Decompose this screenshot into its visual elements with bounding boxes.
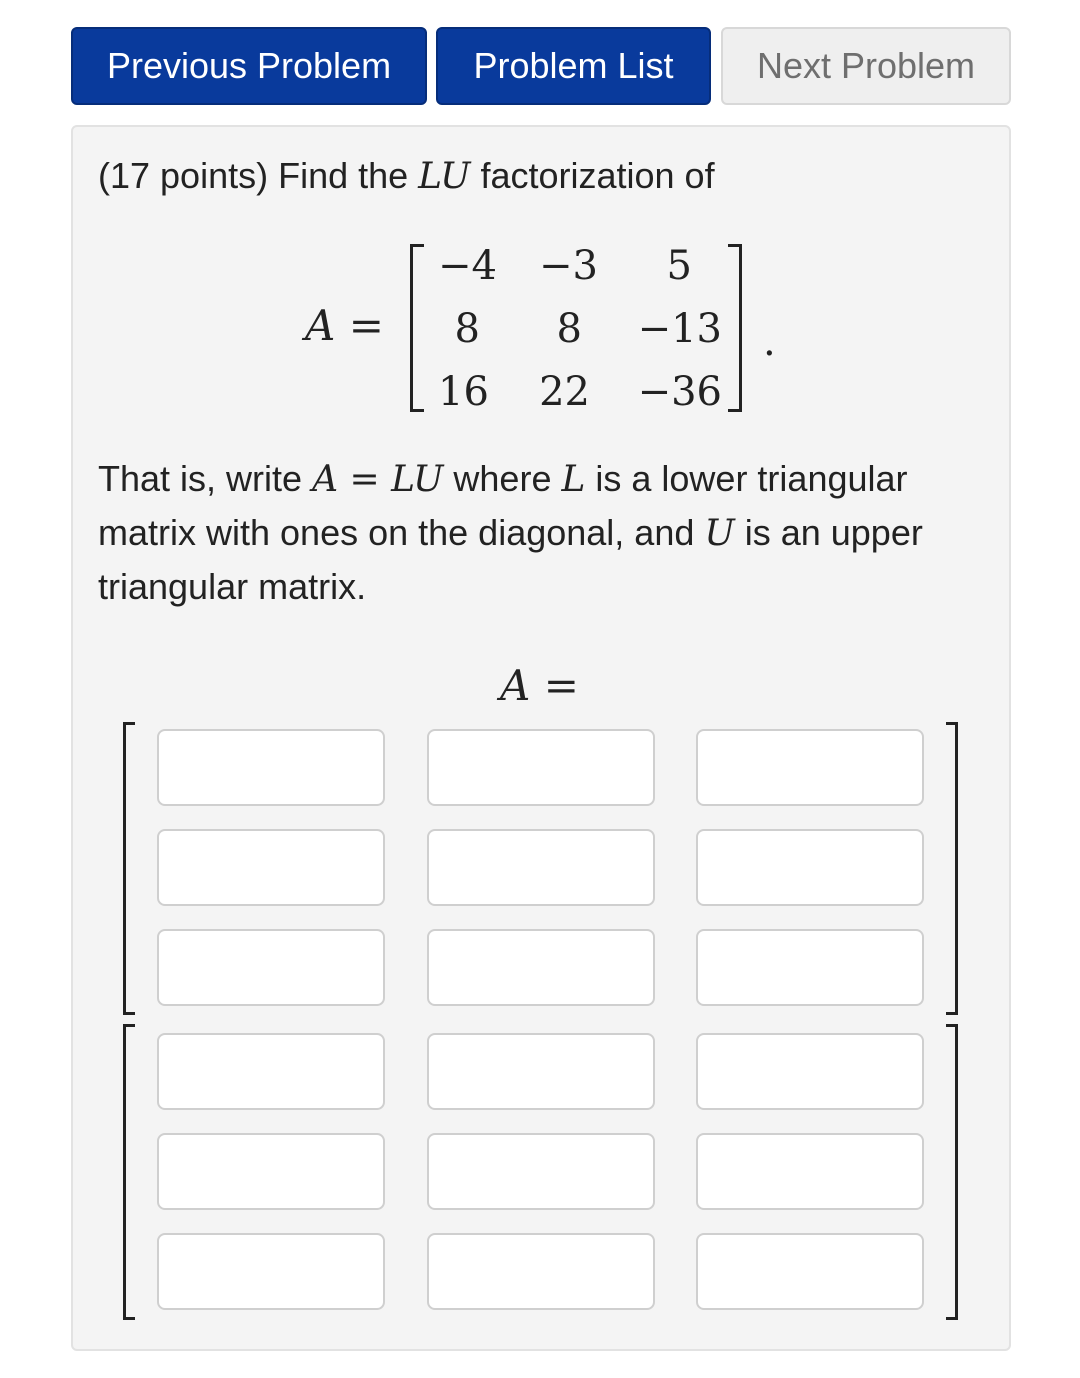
l-matrix-input-r3c1[interactable]: [157, 929, 385, 1006]
answer-label: [500, 660, 579, 712]
problem-list-button[interactable]: Problem List: [436, 27, 711, 105]
l-matrix-input-r1c2[interactable]: [427, 729, 655, 806]
desc-equals: =: [338, 459, 392, 500]
u-matrix-input-r1c1[interactable]: [157, 1033, 385, 1110]
problem-description: [98, 452, 978, 613]
desc-part-1: That is, write: [98, 458, 313, 499]
matrix-cell-r2c3: −13: [637, 306, 722, 352]
u-matrix-input-r3c2[interactable]: [427, 1233, 655, 1310]
u-matrix-input-r3c3[interactable]: [696, 1233, 924, 1310]
u-matrix-input-r2c1[interactable]: [157, 1133, 385, 1210]
intro-prefix: (17 points) Find the: [98, 155, 419, 196]
matrix-cell-r2c2: 8: [556, 306, 582, 352]
previous-problem-button[interactable]: Previous Problem: [71, 27, 427, 105]
matrix-cell-r1c3: 5: [666, 243, 692, 289]
matrix-cell-r2c1: 8: [454, 306, 480, 352]
u-matrix-input-r2c2[interactable]: [427, 1133, 655, 1210]
intro-suffix: factorization of: [470, 155, 715, 196]
given-label-eq: =: [335, 301, 384, 350]
given-label-var: A: [305, 301, 336, 350]
l-matrix-input-r3c3[interactable]: [696, 929, 924, 1006]
matrix-cell-r1c2: −3: [539, 243, 598, 289]
desc-l-symbol: L: [561, 459, 586, 500]
given-matrix-label: [305, 300, 384, 352]
l-matrix-left-bracket: [123, 722, 135, 1015]
u-matrix-right-bracket: [946, 1024, 958, 1320]
matrix-period: .: [763, 319, 776, 365]
l-matrix-right-bracket: [946, 722, 958, 1015]
u-matrix-input-r1c2[interactable]: [427, 1033, 655, 1110]
given-matrix-right-bracket: [728, 244, 742, 412]
answer-label-var: A: [500, 661, 531, 710]
l-matrix-input-r1c3[interactable]: [696, 729, 924, 806]
desc-a-symbol: A: [312, 459, 339, 500]
problem-navigation: [71, 27, 1011, 105]
desc-part-3: is a lower triangular matrix with ones on the diagonal, and: [98, 458, 908, 553]
desc-part-4: is an upper triangular matrix.: [98, 512, 923, 607]
l-matrix-input-r2c1[interactable]: [157, 829, 385, 906]
answer-label-eq: =: [530, 661, 579, 710]
matrix-cell-r3c1: 16: [438, 369, 489, 415]
matrix-cell-r3c2: 22: [539, 369, 590, 415]
u-matrix-input-r3c1[interactable]: [157, 1233, 385, 1310]
l-matrix-input-r3c2[interactable]: [427, 929, 655, 1006]
u-matrix-input-r1c3[interactable]: [696, 1033, 924, 1110]
problem-intro: [98, 152, 715, 201]
l-matrix-input-r2c2[interactable]: [427, 829, 655, 906]
matrix-cell-r3c3: −36: [637, 369, 722, 415]
desc-lu-symbol: LU: [391, 459, 444, 500]
matrix-cell-r1c1: −4: [438, 243, 497, 289]
l-matrix-input-r2c3[interactable]: [696, 829, 924, 906]
next-problem-button[interactable]: Next Problem: [721, 27, 1011, 105]
given-matrix-left-bracket: [410, 244, 424, 412]
intro-lu-symbol: LU: [418, 156, 471, 197]
l-matrix-input-r1c1[interactable]: [157, 729, 385, 806]
u-matrix-input-r2c3[interactable]: [696, 1133, 924, 1210]
u-matrix-left-bracket: [123, 1024, 135, 1320]
desc-part-2: where: [443, 458, 562, 499]
desc-u-symbol: U: [704, 513, 735, 554]
